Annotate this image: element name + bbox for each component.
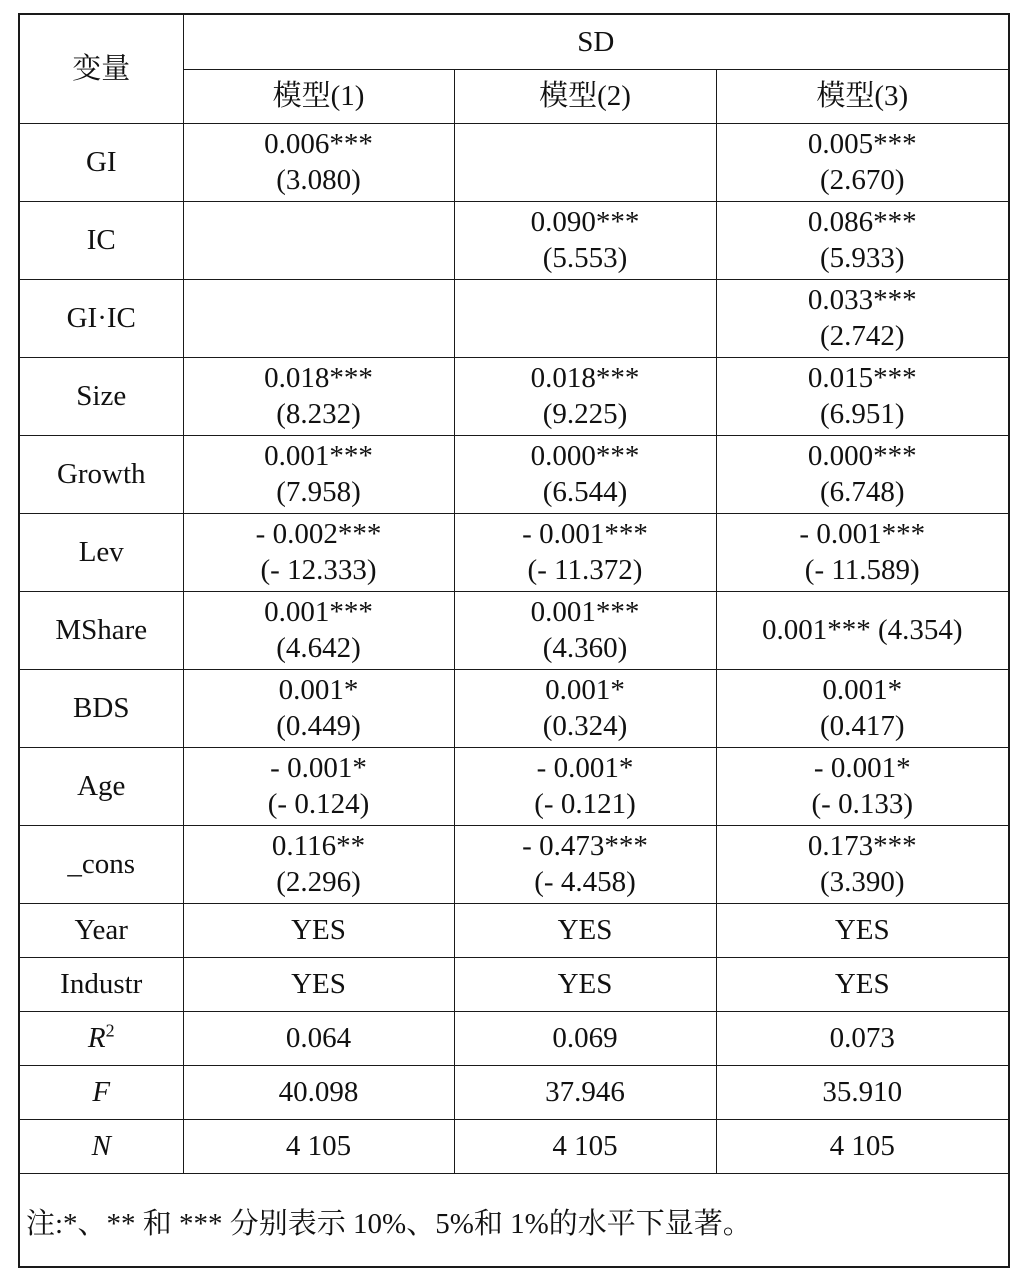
- model-3-header: 模型(3): [716, 69, 1008, 123]
- group-header: SD: [183, 15, 1008, 69]
- table-row: [20, 591, 1008, 669]
- t-statistic: (- 0.124): [267, 788, 370, 820]
- table-row: [20, 1119, 1008, 1173]
- table-cell: [716, 513, 1008, 591]
- coefficient: - 0.473***: [522, 830, 648, 862]
- table-cell: [454, 669, 716, 747]
- t-statistic: (- 4.458): [534, 866, 636, 898]
- coefficient: 0.086***: [807, 206, 917, 238]
- row-label: GI: [20, 123, 183, 201]
- table-row: [20, 201, 1008, 279]
- table-cell: 4 105: [454, 1119, 716, 1173]
- table-row: [20, 1065, 1008, 1119]
- table-cell: 4 105: [183, 1119, 454, 1173]
- row-label: Size: [20, 357, 183, 435]
- table-row: [20, 903, 1008, 957]
- t-statistic: (4.642): [276, 632, 361, 664]
- t-statistic: (6.544): [542, 476, 628, 508]
- coefficient: 0.116**: [271, 830, 366, 862]
- model-1-header: 模型(1): [183, 69, 454, 123]
- variable-header: 变量: [20, 15, 183, 123]
- table-row: [20, 435, 1008, 513]
- row-label-text: R: [87, 1022, 106, 1054]
- table-row: [20, 669, 1008, 747]
- coefficient: 0.001*** (4.354): [761, 614, 963, 646]
- table-cell: 37.946: [454, 1065, 716, 1119]
- table-cell: [183, 201, 454, 279]
- t-statistic: (- 12.333): [260, 554, 377, 586]
- row-label: [20, 903, 183, 957]
- coefficient: 0.018***: [530, 362, 640, 394]
- table-cell: [716, 201, 1008, 279]
- regression-table: [20, 15, 1008, 1174]
- t-statistic: (3.080): [276, 164, 361, 196]
- table-cell: [454, 435, 716, 513]
- t-statistic: (6.748): [819, 476, 905, 508]
- table-row: [20, 747, 1008, 825]
- table-cell: [183, 279, 454, 357]
- table-cell: YES: [183, 903, 454, 957]
- model-2-header: 模型(2): [454, 69, 716, 123]
- coefficient: 0.173***: [807, 830, 917, 862]
- coefficient: 0.000***: [807, 440, 917, 472]
- t-statistic: (5.553): [542, 242, 628, 274]
- row-label-text: Industr: [60, 968, 143, 1000]
- coefficient: - 0.002***: [255, 518, 382, 550]
- table-cell: [454, 357, 716, 435]
- coefficient: 0.033***: [807, 284, 917, 316]
- table-row: [20, 123, 1008, 201]
- table-cell: YES: [183, 957, 454, 1011]
- t-statistic: (2.296): [276, 866, 361, 898]
- row-label: IC: [20, 201, 183, 279]
- t-statistic: (8.232): [276, 398, 361, 430]
- table-note: 注:*、** 和 *** 分别表示 10%、5%和 1%的水平下显著。: [26, 1208, 752, 1240]
- table-cell: YES: [716, 903, 1008, 957]
- superscript: 2: [105, 1020, 115, 1041]
- table-cell: 4 105: [716, 1119, 1008, 1173]
- t-statistic: (7.958): [276, 476, 361, 508]
- coefficient: 0.001*: [822, 674, 903, 706]
- t-statistic: (- 0.133): [811, 788, 913, 820]
- row-label-text: N: [91, 1130, 111, 1162]
- row-label: Lev: [20, 513, 183, 591]
- t-statistic: (- 0.121): [534, 788, 636, 820]
- t-statistic: (3.390): [819, 866, 905, 898]
- t-statistic: (- 11.589): [804, 554, 920, 586]
- coefficient: 0.090***: [530, 206, 640, 238]
- table-row: [20, 279, 1008, 357]
- table-cell: [454, 201, 716, 279]
- coefficient: - 0.001*: [536, 752, 634, 784]
- t-statistic: (0.449): [276, 710, 361, 742]
- table-cell: YES: [454, 957, 716, 1011]
- row-label: _cons: [20, 825, 183, 903]
- table-cell: 0.064: [183, 1011, 454, 1065]
- row-label: [20, 1011, 183, 1065]
- t-statistic: (0.417): [819, 710, 905, 742]
- coefficient: - 0.001***: [522, 518, 648, 550]
- row-label-text: F: [92, 1076, 111, 1108]
- coefficient: 0.006***: [264, 128, 373, 160]
- table-row: [20, 825, 1008, 903]
- t-statistic: (- 11.372): [527, 554, 643, 586]
- table-cell: [716, 279, 1008, 357]
- row-label: [20, 1119, 183, 1173]
- t-statistic: (9.225): [542, 398, 628, 430]
- table-cell: 0.073: [716, 1011, 1008, 1065]
- table-cell: [183, 591, 454, 669]
- coefficient: - 0.001*: [270, 752, 367, 784]
- table-row: [20, 513, 1008, 591]
- row-label: GI·IC: [20, 279, 183, 357]
- coefficient: 0.001***: [264, 596, 373, 628]
- table-cell: [716, 669, 1008, 747]
- t-statistic: (0.324): [542, 710, 628, 742]
- coefficient: 0.018***: [264, 362, 373, 394]
- table-cell: [716, 747, 1008, 825]
- row-label-text: Year: [74, 914, 128, 946]
- table-cell: [454, 591, 716, 669]
- table-cell: [183, 435, 454, 513]
- coefficient: 0.001*: [545, 674, 625, 706]
- coefficient: - 0.001***: [799, 518, 926, 550]
- table-cell: 40.098: [183, 1065, 454, 1119]
- row-label: Growth: [20, 435, 183, 513]
- table-cell: 0.069: [454, 1011, 716, 1065]
- table-cell: [183, 123, 454, 201]
- coefficient: 0.005***: [807, 128, 917, 160]
- table-row: [20, 1011, 1008, 1065]
- table-body: [20, 123, 1008, 1173]
- t-statistic: (5.933): [819, 242, 905, 274]
- table-cell: [454, 513, 716, 591]
- table-cell: [716, 825, 1008, 903]
- row-label: BDS: [20, 669, 183, 747]
- row-label: [20, 957, 183, 1011]
- table-row: [20, 957, 1008, 1011]
- table-cell: [183, 825, 454, 903]
- table-cell: [183, 357, 454, 435]
- row-label: Age: [20, 747, 183, 825]
- table-cell: [183, 513, 454, 591]
- t-statistic: (4.360): [542, 632, 628, 664]
- t-statistic: (2.742): [819, 320, 905, 352]
- table-row: [20, 357, 1008, 435]
- coefficient: - 0.001*: [813, 752, 911, 784]
- table-cell: YES: [454, 903, 716, 957]
- table-cell: [716, 357, 1008, 435]
- t-statistic: (2.670): [819, 164, 905, 196]
- table-cell: [454, 123, 716, 201]
- coefficient: 0.001*: [278, 674, 359, 706]
- table-cell: [716, 123, 1008, 201]
- regression-table-frame: [18, 13, 1010, 1268]
- header-row-1: [20, 15, 1008, 69]
- coefficient: 0.000***: [530, 440, 640, 472]
- coefficient: 0.015***: [807, 362, 917, 394]
- table-cell: YES: [716, 957, 1008, 1011]
- table-cell: [183, 669, 454, 747]
- row-label: MShare: [20, 591, 183, 669]
- row-label: [20, 1065, 183, 1119]
- table-cell: [716, 591, 1008, 669]
- table-cell: 35.910: [716, 1065, 1008, 1119]
- table-cell: [183, 747, 454, 825]
- table-cell: [716, 435, 1008, 513]
- table-cell: [454, 825, 716, 903]
- coefficient: 0.001***: [264, 440, 373, 472]
- coefficient: 0.001***: [530, 596, 640, 628]
- t-statistic: (6.951): [819, 398, 905, 430]
- table-cell: [454, 747, 716, 825]
- table-cell: [454, 279, 716, 357]
